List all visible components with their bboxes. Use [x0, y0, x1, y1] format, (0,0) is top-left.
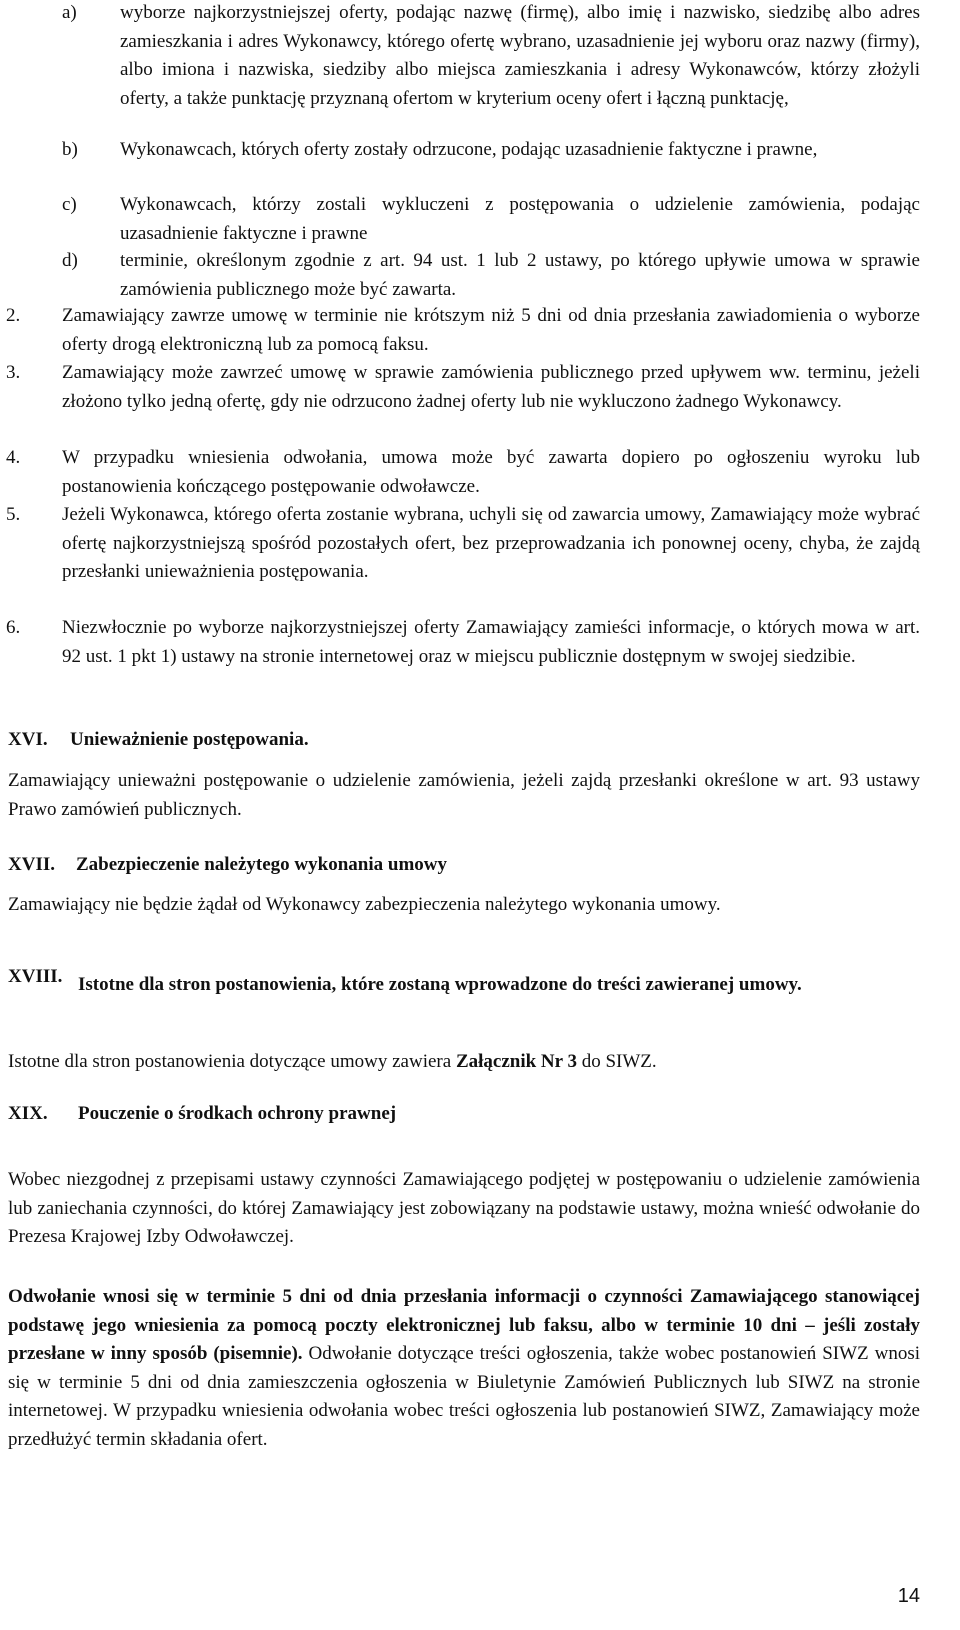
numbered-item-4 [6, 444, 920, 501]
section-title: Unieważnienie postępowania. [70, 729, 309, 750]
section-number: XVI. [8, 729, 48, 750]
body-text: Odwołanie dotyczące treści ogłoszenia, także wobec postanowień SIWZ wnosi się w terminie 5 dni od dnia zamieszczenia ogłoszenia w Biuletynie Zamówień Publicznych lub SIWZ na stronie internetowej. W przypadku wniesienia odwołania wobec treści ogłoszenia lub postanowień SIWZ, Zamawiający może przedłużyć termin składania ofert. [8, 1343, 920, 1450]
list-label: c) [62, 194, 77, 215]
list-label: 3. [6, 362, 21, 383]
numbered-item-3 [6, 359, 920, 416]
list-text: wyborze najkorzystniejszej oferty, podając nazwę (firmę), albo imię i nazwisko, siedzibę albo adres zamieszkania i adres Wykonawcy, którego ofertę wybrano, uzasadnienie jej wyboru oraz nazwy (firmy), albo imiona i nazwiska, siedziby albo miejsca zamieszkania i adresy Wykonawców, którzy złożyli oferty, a także punktację przyznaną ofertom w kryterium oceny ofert i łączną punktację, [120, 2, 920, 109]
list-text: Wykonawcach, których oferty zostały odrzucone, podając uzasadnienie faktyczne i prawne, [120, 139, 818, 160]
list-item-d [62, 247, 920, 304]
section-body-xix-para2 [8, 1283, 920, 1455]
numbered-item-6 [6, 614, 920, 671]
section-title: Istotne dla stron postanowienia, które zostaną wprowadzone do treści zawieranej umowy. [78, 974, 802, 995]
section-body-xix-para1: Wobec niezgodnej z przepisami ustawy czynności Zamawiającego podjętej w postępowaniu o udzielenie zamówienia lub zaniechania czynności, do której Zamawiający jest zobowiązany na podstawie ustawy, można wnieść odwołanie do Prezesa Krajowej Izby Odwoławczej. [8, 1169, 920, 1248]
section-body-xvi: Zamawiający unieważni postępowanie o udzielenie zamówienia, jeżeli zajdą przesłanki określone w art. 93 ustawy Prawo zamówień publicznych. [8, 770, 920, 820]
section-heading-xvi [8, 726, 920, 755]
body-text: Istotne dla stron postanowienia dotyczące umowy zawiera [8, 1051, 456, 1072]
numbered-item-5 [6, 501, 920, 587]
list-text: Niezwłocznie po wyborze najkorzystniejszej oferty Zamawiający zamieści informacje, o których mowa w art. 92 ust. 1 pkt 1) ustawy na stronie internetowej oraz w miejscu publicznie dostępnym w swojej siedzibie. [62, 617, 920, 667]
list-text: Zamawiający zawrze umowę w terminie nie krótszym niż 5 dni od dnia przesłania zawiadomienia o wyborze oferty drogą elektroniczną lub za pomocą faksu. [62, 305, 920, 355]
list-label: 2. [6, 305, 21, 326]
list-text: Wykonawcach, którzy zostali wykluczeni z postępowania o udzielenie zamówienia, podając uzasadnienie faktyczne i prawne [120, 194, 920, 244]
list-text: terminie, określonym zgodnie z art. 94 ust. 1 lub 2 ustawy, po którego upływie umowa w sprawie zamówienia publicznego może być zawarta. [120, 250, 920, 300]
section-title: Pouczenie o środkach ochrony prawnej [78, 1103, 397, 1124]
list-text: Zamawiający może zawrzeć umowę w sprawie zamówienia publicznego przed upływem ww. terminu, jeżeli złożono tylko jedną ofertę, gdy nie odrzucono żadnej oferty lub nie wykluczono żadnego Wykonawcy. [62, 362, 920, 412]
section-body-xvii: Zamawiający nie będzie żądał od Wykonawcy zabezpieczenia należytego wykonania umowy. [8, 894, 721, 915]
section-body-xviii [8, 1048, 920, 1077]
attachment-reference: Załącznik Nr 3 [455, 1051, 577, 1072]
list-item-b [62, 136, 920, 165]
section-heading-xviii [8, 963, 920, 1007]
list-item-a [62, 0, 920, 113]
section-number: XVIII. [8, 966, 63, 987]
list-item-c [62, 191, 920, 248]
list-text: Jeżeli Wykonawca, którego oferta zostanie wybrana, uchyli się od zawarcia umowy, Zamawiający może wybrać ofertę najkorzystniejszą spośród pozostałych ofert, bez przeprowadzania ich ponownej oceny, chyba, że zajdą przesłanki unieważnienia postępowania. [62, 504, 920, 583]
list-label: 6. [6, 617, 21, 638]
section-number: XIX. [8, 1103, 48, 1124]
list-label: 4. [6, 447, 21, 468]
section-heading-xvii [8, 851, 920, 880]
list-text: W przypadku wniesienia odwołania, umowa może być zawarta dopiero po ogłoszeniu wyroku lub postanowienia kończącego postępowanie odwoławcze. [62, 447, 920, 497]
list-label: 5. [6, 504, 21, 525]
section-number: XVII. [8, 854, 55, 875]
numbered-item-2 [6, 302, 920, 359]
bold-text: Odwołanie wnosi się w terminie 5 dni od dnia przesłania informacji o czynności Zamawiającego stanowiącej podstawę jego wniesienia za pomocą poczty elektronicznej lub faksu, albo w terminie 10 dni – jeśli zostały przesłane w inny sposób (pisemnie). [8, 1286, 920, 1365]
list-label: d) [62, 250, 78, 271]
section-title: Zabezpieczenie należytego wykonania umowy [76, 854, 448, 875]
body-text: do SIWZ. [576, 1051, 657, 1072]
list-label: b) [62, 139, 78, 160]
list-label: a) [62, 2, 77, 23]
page-number: 14 [897, 1585, 920, 1607]
section-heading-xix [8, 1100, 920, 1129]
